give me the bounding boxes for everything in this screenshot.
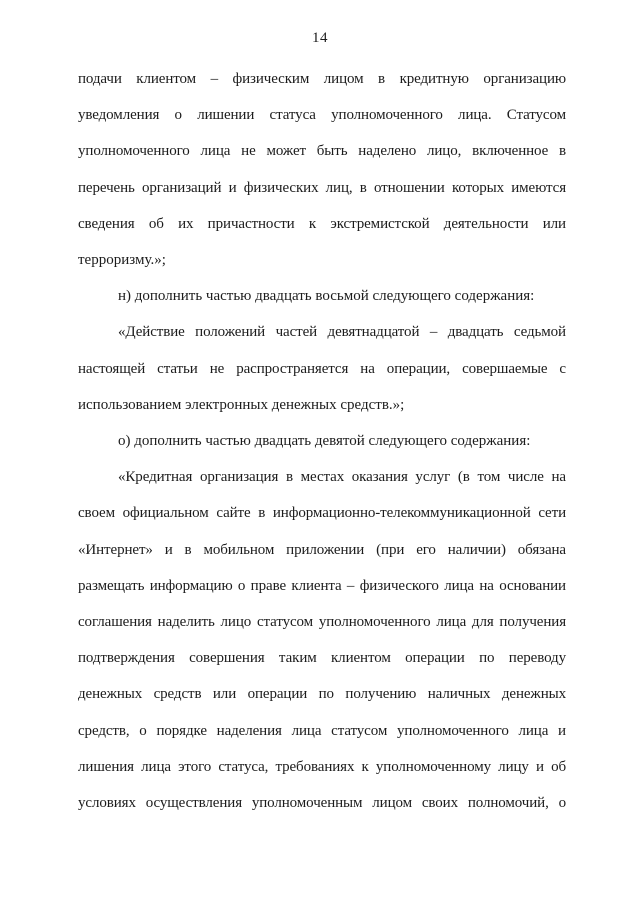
text-line: терроризму.»; xyxy=(78,252,166,269)
text-line: сведения об их причастности к экстремистской деятельности или xyxy=(78,215,566,232)
text-line: соглашения наделить лицо статусом уполномоченного лица для получения xyxy=(78,614,566,631)
paragraph xyxy=(78,314,566,423)
text-line: перечень организаций и физических лиц, в отношении которых имеются xyxy=(78,179,566,196)
text-line: условиях осуществления уполномоченным лицом своих полномочий, о xyxy=(78,795,566,812)
text-line: уполномоченного лица не может быть наделено лицо, включенное в xyxy=(78,143,566,160)
page-number: 14 xyxy=(312,30,328,46)
text-line: настоящей статьи не распространяется на операции, совершаемые с xyxy=(78,360,566,377)
paragraph xyxy=(78,278,566,314)
text-line: использованием электронных денежных средств.»; xyxy=(78,396,405,413)
text-line: н) дополнить частью двадцать восьмой следующего содержания: xyxy=(118,288,535,305)
text-line: своем официальном сайте в информационно-телекоммуникационной сети xyxy=(78,505,566,522)
text-line: подачи клиентом – физическим лицом в кредитную организацию xyxy=(78,71,566,87)
text-line: средств, о порядке наделения лица статусом уполномоченного лица и xyxy=(78,722,566,739)
paragraph xyxy=(78,459,566,821)
text-line: лишения лица этого статуса, требованиях к уполномоченному лицу и об xyxy=(78,758,566,775)
page-body xyxy=(78,61,566,821)
text-line: «Кредитная организация в местах оказания услуг (в том числе на xyxy=(118,469,566,486)
paragraph xyxy=(78,423,566,459)
text-line: размещать информацию о праве клиента – физического лица на основании xyxy=(78,577,566,594)
text-line: о) дополнить частью двадцать девятой следующего содержания: xyxy=(118,433,531,450)
text-line: уведомления о лишении статуса уполномоченного лица. Статусом xyxy=(78,107,566,124)
text-line: «Интернет» и в мобильном приложении (при его наличии) обязана xyxy=(78,541,566,558)
text-line: «Действие положений частей девятнадцатой – двадцать седьмой xyxy=(118,324,566,341)
paragraph xyxy=(78,61,566,278)
text-line: денежных средств или операции по получению наличных денежных xyxy=(78,686,566,703)
text-line: подтверждения совершения таким клиентом операции по переводу xyxy=(78,650,566,667)
